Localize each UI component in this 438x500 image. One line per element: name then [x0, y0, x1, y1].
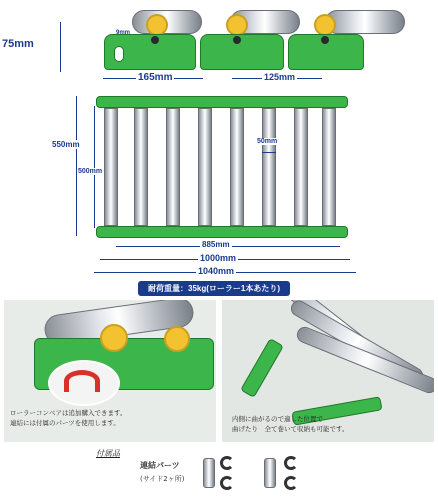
roller — [262, 108, 276, 226]
roller — [322, 108, 336, 226]
dim-50-label: 50mm — [257, 138, 278, 145]
c-clip-icon — [284, 476, 298, 490]
dim-500-label: 500mm — [78, 168, 103, 175]
roller — [230, 108, 244, 226]
dim-550-label: 550mm — [52, 140, 80, 149]
axle-dot — [233, 36, 241, 44]
photo-connection — [4, 300, 216, 442]
dim-500-line — [94, 106, 95, 228]
side-frame — [200, 34, 284, 70]
bearing-icon — [146, 14, 168, 36]
dim-height-label: 75mm — [2, 38, 34, 50]
axle-dot — [321, 36, 329, 44]
photo-left-note-line2: 連結には付属のパーツを使用します。 — [10, 419, 120, 427]
bearing-icon — [100, 324, 128, 352]
connector-pin-icon — [203, 458, 215, 488]
connector-pin-icon — [264, 458, 276, 488]
side-view — [0, 0, 438, 92]
axle-dot — [151, 36, 159, 44]
dim-height-line — [60, 22, 61, 72]
top-view — [0, 92, 438, 282]
roller — [198, 108, 212, 226]
dim-885-label: 885mm — [202, 240, 230, 249]
dim-165-label: 165mm — [138, 72, 173, 83]
connector-slot — [114, 46, 124, 62]
roller — [104, 108, 118, 226]
roller — [294, 108, 308, 226]
dim-1040-label: 1040mm — [198, 266, 235, 276]
accessories-parts-sub: (サイド2ヶ所) — [140, 475, 185, 483]
c-clip-icon — [284, 456, 298, 470]
roller-photo — [294, 324, 434, 395]
dim-125-label: 125mm — [264, 72, 296, 82]
dim-1000-label: 1000mm — [200, 253, 237, 263]
roller — [134, 108, 148, 226]
dim-50-line — [262, 152, 276, 153]
arrow-icon — [64, 370, 100, 392]
dim-pin-label: 9mm — [116, 30, 131, 36]
load-caption: 耐荷重量：35kg(ローラー1本あたり) — [138, 281, 290, 296]
roller-side — [325, 10, 405, 34]
bearing-icon — [164, 326, 190, 352]
photo-curve — [222, 300, 434, 442]
c-clip-icon — [220, 456, 234, 470]
bottom-rail — [96, 226, 348, 238]
dim-550-line — [76, 96, 77, 236]
c-clip-icon — [220, 476, 234, 490]
photo-left-note-line1: ローラーコンベアは追加購入できます。 — [10, 409, 127, 417]
bearing-icon — [314, 14, 336, 36]
photo-right-note-line1: 内側に曲がるので適した位置で — [232, 415, 323, 423]
roller — [166, 108, 180, 226]
accessories-parts-label: 連結パーツ — [140, 461, 180, 470]
bearing-icon — [226, 14, 248, 36]
accessories-title: 付属品 — [96, 449, 120, 458]
photo-right-note-line2: 曲げたり 全て巻いて収納も可能です。 — [232, 425, 349, 433]
frame-photo — [240, 338, 284, 398]
top-rail — [96, 96, 348, 108]
